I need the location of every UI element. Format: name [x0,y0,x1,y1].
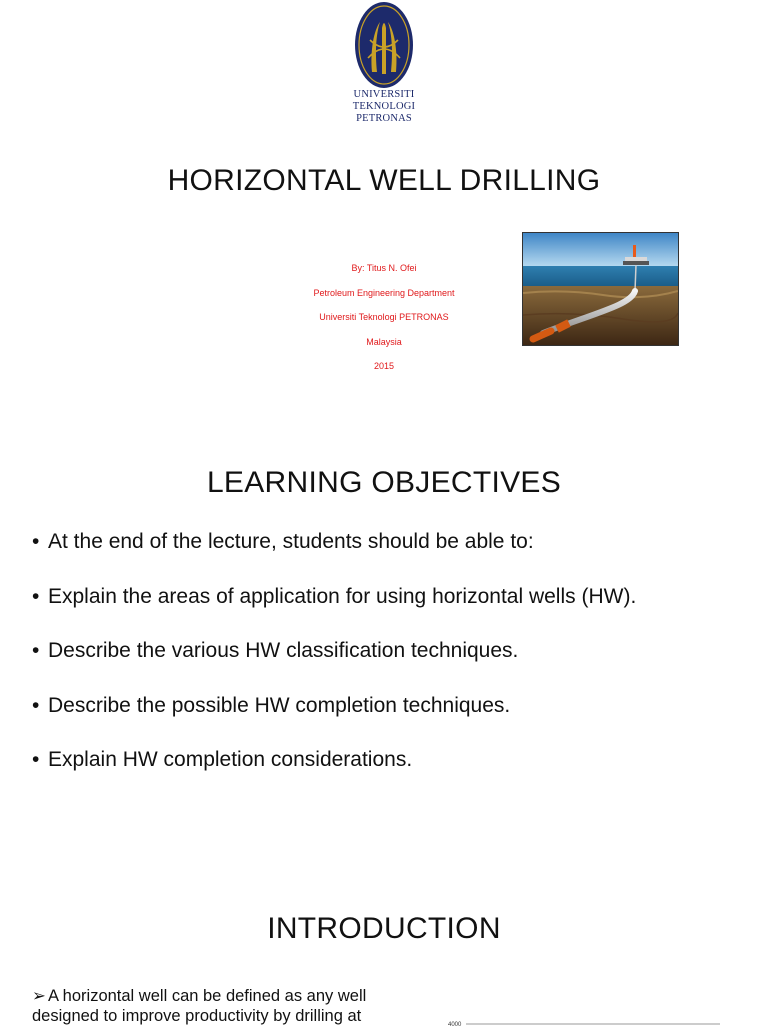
utp-logo [330,0,438,128]
objective-item: • At the end of the lecture, students should be able to: [32,530,752,585]
logo-line-3: PETRONAS [356,113,412,124]
credit-author: By: Titus N. Ofei [351,263,417,273]
introduction-title: INTRODUCTION [267,912,501,945]
objectives-list [32,530,752,803]
offshore-drilling-illustration [522,232,679,346]
objective-item: • Describe the possible HW completion techniques. [32,694,752,749]
introduction-chart-fragment [444,1014,724,1027]
arrow-bullet-icon: ➢ [32,987,46,1005]
objective-item: • Explain the areas of application for using horizontal wells (HW). [32,585,752,640]
credit-university: Universiti Teknologi PETRONAS [319,312,449,322]
logo-line-1: UNIVERSITI [353,89,415,100]
author-credits [234,256,534,379]
chart-tick-label: 4000 [448,1022,462,1027]
objectives-title: LEARNING OBJECTIVES [206,466,562,499]
objective-item: • Describe the various HW classification techniques. [32,639,752,694]
objective-item: • Explain HW completion considerations. [32,748,752,803]
introduction-paragraph [32,986,422,1026]
credit-country: Malaysia [366,336,402,347]
presentation-title: HORIZONTAL WELL DRILLING [167,164,601,197]
logo-line-2: TEKNOLOGI [352,101,416,112]
credit-department: Petroleum Engineering Department [313,287,455,298]
introduction-text: A horizontal well can be defined as any well designed to improve productivity by drilling at [32,987,367,1025]
credit-year: 2015 [373,361,395,371]
utp-emblem-icon [330,0,438,90]
title-slide [0,0,768,400]
